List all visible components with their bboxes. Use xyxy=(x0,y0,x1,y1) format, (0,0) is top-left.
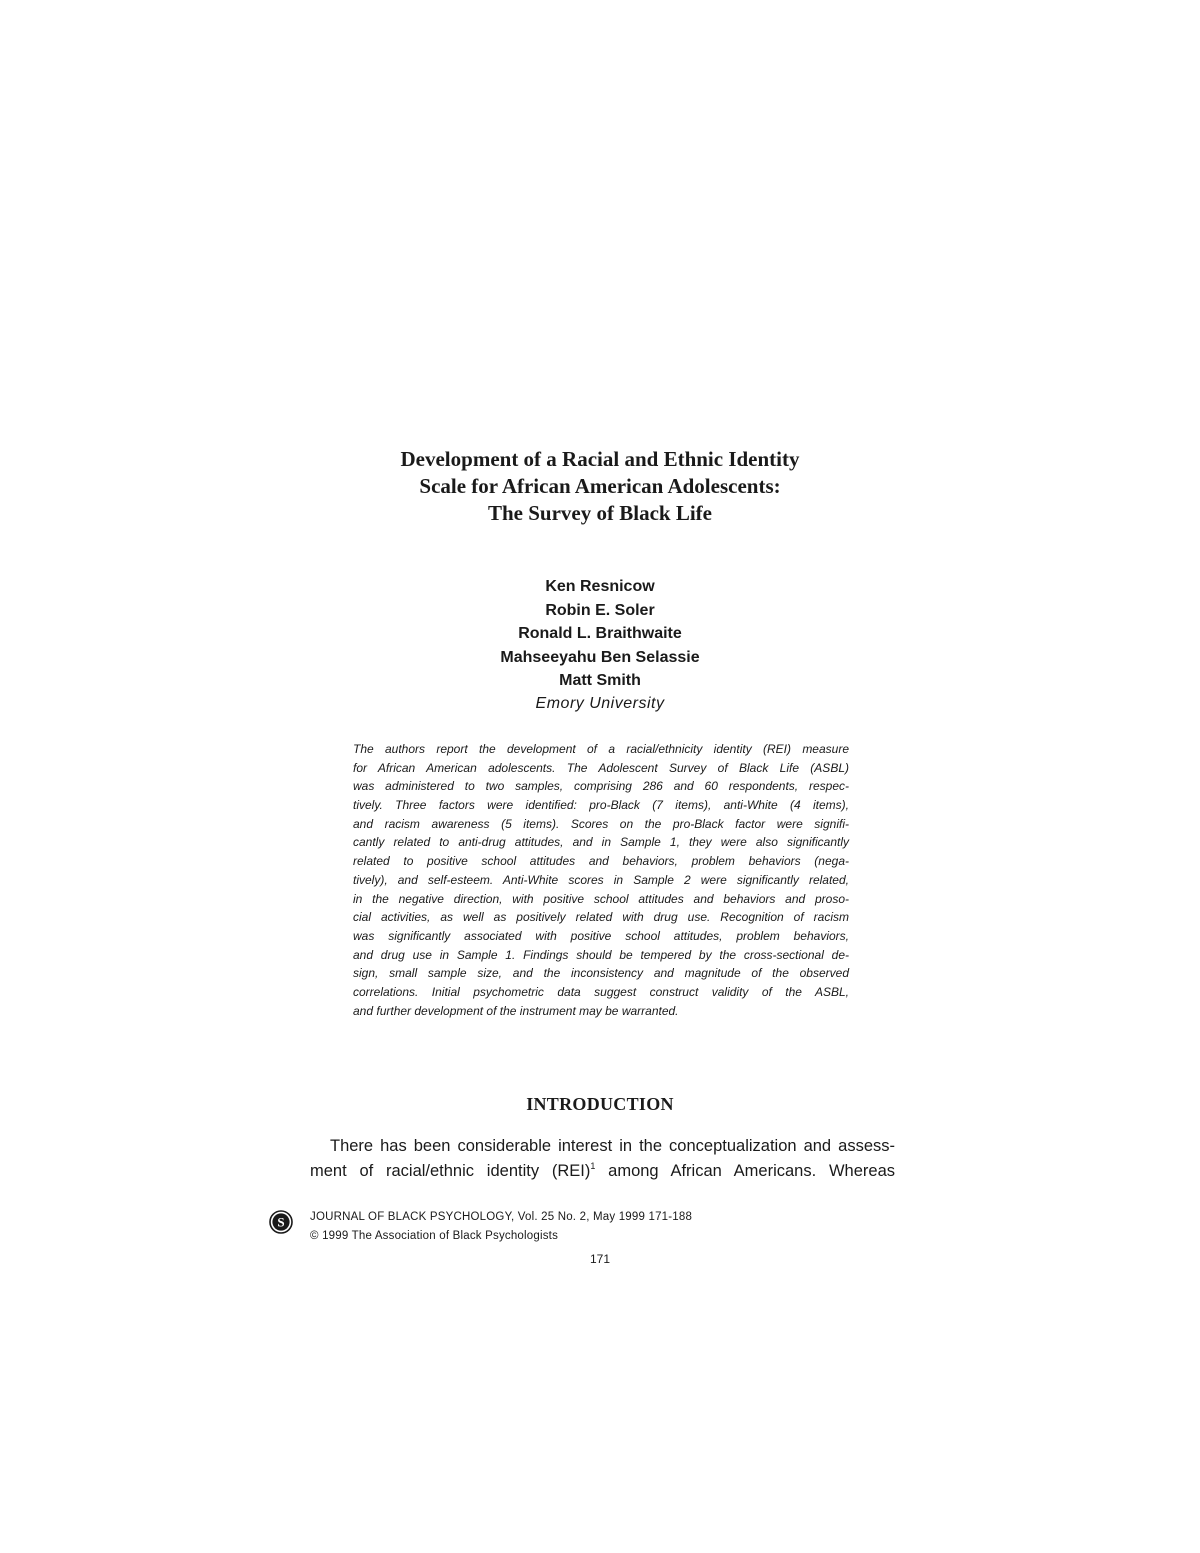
title-line: Development of a Racial and Ethnic Identity xyxy=(400,447,800,471)
author-name: Matt Smith xyxy=(559,672,641,689)
journal-citation xyxy=(310,1208,692,1246)
paper-title xyxy=(300,446,900,527)
author-name: Robin E. Soler xyxy=(545,601,655,619)
body-paragraph xyxy=(310,1134,895,1184)
abstract-line: cial activities, as well as positively related with drug use. Recognition of racism xyxy=(353,910,849,925)
abstract-line: related to positive school attitudes and behaviors, problem behaviors (nega- xyxy=(353,854,849,869)
page-number: 171 xyxy=(589,1252,611,1266)
body-text-span: ment of racial/ethnic identity (REI) xyxy=(310,1162,591,1180)
abstract-line: and racism awareness (5 items). Scores on the pro-Black factor were signifi- xyxy=(353,816,849,831)
body-line: There has been considerable interest in the conceptualization and assess- xyxy=(330,1137,895,1155)
abstract-line: was administered to two samples, comprising 286 and 60 respondents, respec- xyxy=(353,779,849,794)
title-line: Scale for African American Adolescents: xyxy=(419,474,781,498)
footnote-marker: 1 xyxy=(590,1161,596,1171)
author-name: Mahseeyahu Ben Selassie xyxy=(500,648,700,666)
publisher-logo-icon xyxy=(269,1210,293,1234)
abstract-line: cantly related to anti-drug attitudes, and in Sample 1, they were also significantly xyxy=(353,835,849,850)
publisher-logo-letter: S xyxy=(277,1214,285,1230)
abstract-line: tively. Three factors were identified: pro-Black (7 items), anti-White (4 items), xyxy=(353,798,849,813)
copyright-line: © 1999 The Association of Black Psychologists xyxy=(310,1230,559,1242)
abstract-line: correlations. Initial psychometric data suggest construct validity of the ASBL, xyxy=(353,984,849,999)
author-name: Ken Resnicow xyxy=(545,578,655,595)
journal-citation-line: JOURNAL OF BLACK PSYCHOLOGY, Vol. 25 No. 2, May 1999 171-188 xyxy=(310,1211,693,1223)
abstract-line: and drug use in Sample 1. Findings should be tempered by the cross-sectional de- xyxy=(353,947,849,962)
abstract-line: tively), and self-esteem. Anti-White scores in Sample 2 were significantly related, xyxy=(353,872,849,887)
author-name: Ronald L. Braithwaite xyxy=(518,625,682,642)
abstract-line: for African American adolescents. The Adolescent Survey of Black Life (ASBL) xyxy=(353,760,849,775)
abstract-line: was significantly associated with positive school attitudes, problem behaviors, xyxy=(353,928,849,943)
body-text-span: among African Americans. Whereas xyxy=(595,1162,895,1180)
abstract-line: in the negative direction, with positive school attitudes and behaviors and proso- xyxy=(353,891,849,906)
abstract xyxy=(353,740,849,1020)
body-line xyxy=(310,1159,895,1184)
author-list xyxy=(350,575,850,693)
author-affiliation: Emory University xyxy=(535,695,665,712)
section-heading: INTRODUCTION xyxy=(526,1094,674,1114)
abstract-line: sign, small sample size, and the inconsistency and magnitude of the observed xyxy=(353,966,849,981)
title-line: The Survey of Black Life xyxy=(488,501,712,525)
abstract-line: The authors report the development of a racial/ethnicity identity (REI) measure xyxy=(353,742,849,756)
abstract-line: and further development of the instrument may be warranted. xyxy=(353,1003,679,1018)
